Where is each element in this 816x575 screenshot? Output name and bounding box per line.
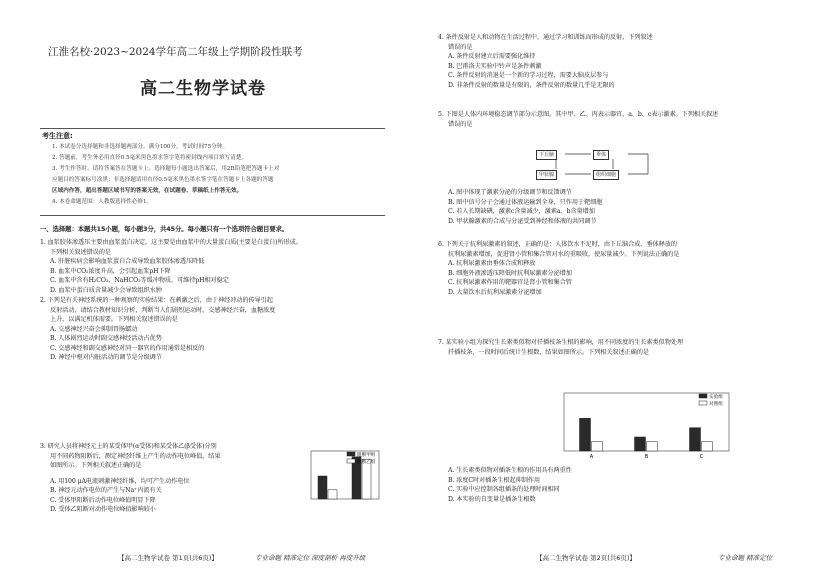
bar-受体乙-实验组	[362, 459, 371, 499]
question-6	[438, 240, 679, 297]
flow-node-pituitary: 垂体	[593, 150, 609, 160]
legend-label: 对照组	[709, 402, 723, 407]
q4-option: C. 条件反射的消退是一个新的学习过程，需要大脑皮层参与	[448, 72, 609, 79]
q1-option: A. 肝脏疾病会影响血浆蛋白合成导致血浆胶体渗透压降低	[50, 258, 205, 265]
bar-对照组-C	[702, 442, 713, 451]
legend-swatch	[347, 452, 355, 456]
q5-line: 错误的是	[448, 120, 473, 128]
q3-line: 如图所示。下列相关叙述正确的是	[50, 462, 142, 469]
legend-swatch	[347, 459, 355, 463]
notice-line: 4. 本卷命题范围：人教版选择性必修1。	[52, 199, 153, 205]
footer-slogan: 专业命题 精准定位	[718, 554, 773, 562]
question-3	[40, 442, 220, 515]
right-page	[408, 0, 816, 575]
question-1	[40, 238, 302, 295]
footer-slogan: 专业命题 精准定位 深度剖析 再度升级	[255, 554, 366, 562]
q2-option: D. 神经中枢对内脏活动的调节是分级调节	[50, 354, 162, 361]
question-7-options	[438, 466, 572, 504]
q2-option: A. 交感神经兴奋会抑制胃肠蠕动	[50, 325, 138, 333]
flow-node-hypothalamus: 下丘脑	[536, 150, 557, 160]
q3-option: A. 用100 μA电流刺激神经纤维，均可产生动作电位	[50, 477, 190, 485]
q1-option: B. 血浆中CO₂浓度升高，会引起血浆pH下降	[50, 267, 171, 275]
exam-header: 江淮名校·2023~2024学年高二年级上学期阶段性联考	[48, 46, 303, 58]
q5-line: 5. 下图是人体内环境稳态调节部分示意图，其中甲、乙、丙表示器官，a、b、c表示激素。下列相关叙述	[438, 111, 719, 118]
legend-swatch	[699, 394, 707, 398]
q5-option: C. 若人长期缺碘，激素c含量减少，激素a、b含量增加	[448, 208, 595, 215]
q6-option: A. 抗利尿激素由垂体合成和释放	[448, 260, 536, 267]
notice-line: 3. 考生作答时，请将答案答在答题卡上。选择题每小题选出答案后，用2B铅笔把答题卡上对	[52, 166, 280, 172]
footer-page-label: 【高二生物学试卷 第1页(共6页)】	[118, 554, 218, 562]
question-5-options	[438, 188, 602, 226]
q4-option: B. 巴甫洛夫实验中铃声是条件刺激	[448, 62, 542, 70]
question-4	[438, 33, 653, 90]
q2-option: C. 交感神经和副交感神经对同一器官的作用通常是相反的	[50, 344, 205, 352]
bar-对照组-A	[592, 442, 603, 451]
q5-option: D. 甲状腺激素的合成与分泌受到神经和体液的共同调节	[448, 217, 597, 225]
q6-option: C. 抗利尿激素作用的靶器官是肾小管和集合管	[448, 279, 572, 286]
question-7	[438, 338, 683, 357]
q3-line: 3. 研究人员将神经元上的某受体甲(α受体)和某受体乙(β受体)分别	[40, 443, 217, 450]
q4-option: A. 条件反射建立后需要强化维持	[448, 53, 536, 60]
footer-page-label: 【高二生物学试卷 第2页(共6页)】	[536, 554, 636, 562]
q2-line: 反射活动，请结合教材知识分析，判断当人们剧烈运动时，交感神经兴奋，血糖浓度	[50, 306, 276, 314]
notice-line: 区域内作答，超出答题区域书写的答案无效，在试题卷、草稿纸上作答无效。	[52, 188, 243, 194]
legend-label: 阻断甲组	[357, 453, 376, 458]
q6-option: D. 大量饮水后抗利尿激素分泌增加	[448, 288, 542, 296]
question-5	[438, 110, 718, 129]
q3-line: 用不同药物阻断后，测定神经纤维上产生的动作电位峰值，结果	[50, 452, 221, 460]
q2-line: 2. 下列是有关神经系统的一种观察的实验结果：在刺激之后，由于神经冲动的传导引起	[40, 297, 273, 304]
bar-实验组-B	[635, 437, 646, 451]
legend-label: 实验组	[709, 395, 723, 400]
q4-line: 4. 条件反射是人和动物在生活过程中，通过学习和训练而形成的反射，下列叙述	[438, 34, 653, 41]
q4-option: D. 非条件反射的数量是有限的，条件反射的数量几乎是无限的	[448, 81, 615, 89]
question-2	[40, 296, 275, 363]
x-tick-label: B	[644, 454, 649, 460]
notice-line: 应题目的答案标号涂黑；非选择题请用直径0.5毫米黑色墨水签字笔在答题卡上各题的答题	[52, 177, 274, 183]
q7-option: B. 浓度C时对插条生根起抑制作用	[448, 476, 540, 484]
q2-option: B. 人体剧烈运动时副交感神经活动占优势	[50, 335, 162, 342]
q5-option: A. 图中体现了激素分泌的分级调节和反馈调节	[448, 189, 572, 196]
q7-option: D. 本实验的自变量是插条生根数	[448, 495, 536, 503]
q7-line: 7. 某实验小组为探究生长素类似物对扦插枝条生根的影响，用不同浓度的生长素类似物处理	[438, 339, 683, 346]
x-tick-label: A	[589, 454, 594, 460]
bar-对照组-B	[647, 442, 658, 451]
q1-option: C. 血浆中含有H₂CO₃、NaHCO₃等缓冲物质，可维持pH相对稳定	[50, 277, 229, 284]
legend-swatch	[699, 401, 707, 405]
q2-line: 上升，以满足机体需要。下列相关叙述错误的是	[50, 316, 178, 323]
bar-受体甲-对照组	[318, 476, 327, 499]
flow-arrows	[528, 145, 668, 183]
q7-line: 扦插枝条，一段时间后统计生根数，结果如图所示。下列相关叙述正确的是	[448, 348, 649, 356]
section-heading: 一、选择题：本题共15小题，每小题3分，共45分。每小题只有一个选项符合题目要求。	[40, 225, 289, 233]
q1-line: 下列相关叙述错误的是	[50, 248, 111, 256]
q4-line: 错误的是	[448, 43, 473, 51]
q6-option: B. 细胞外液渗透压降低时抗利尿激素分泌增加	[448, 269, 572, 277]
q5-option: B. 图中信号分子会通过体液运输到全身，只作用于靶细胞	[448, 198, 603, 206]
notice-line: 1. 本试卷分选择题和非选择题两部分。满分100分，考试时间75分钟。	[52, 144, 228, 150]
notice-heading: 考生注意:	[42, 132, 73, 140]
q1-option: D. 血浆中蛋白质含量减少会导致组织水肿	[50, 286, 162, 294]
q6-line: 抗利尿激素增加，促进肾小管和集合管对水的重吸收，使尿量减少。下列说法正确的是	[448, 250, 680, 258]
legend-label: 阻断乙组	[357, 460, 376, 465]
q7-option: A. 生长素类似物对插条生根的作用具有两重性	[448, 467, 572, 474]
bar-实验组-A	[580, 418, 591, 451]
x-tick-label: C	[699, 454, 704, 460]
q7-bar-chart	[558, 390, 733, 460]
bar-实验组-C	[690, 428, 701, 451]
q3-option: C. 受体甲阻断后动作电位峰值明显下降	[50, 496, 156, 504]
q3-option: B. 神经元动作电位的产生与Na⁺内流有关	[50, 487, 162, 494]
flow-node-thyroid: 甲状腺	[536, 170, 557, 180]
bar-受体乙-对照组	[328, 490, 337, 499]
q6-line: 6. 下列关于抗利尿激素的叙述，正确的是：人体饮水不足时，由下丘脑合成、垂体释放的	[438, 241, 677, 248]
page-title: 高二生物学试卷	[140, 79, 266, 99]
notice-box	[40, 128, 385, 216]
q7-option: C. 实验中应控制各组插条的处理时间相同	[448, 486, 560, 493]
notice-line: 2. 答题前，考生务必用直径0.5毫米黑色墨水签字笔将密封线内项目填写清楚。	[52, 155, 248, 161]
flow-node-cells: 组织细胞	[593, 170, 619, 180]
q3-option: D. 受体乙阻断对动作电位峰值影响较小	[50, 506, 156, 513]
q1-line: 1. 血浆胶体渗透压主要由血浆蛋白决定，这主要是由血浆中的大量蛋白质(主要是白蛋白)所形成。	[40, 239, 302, 246]
q3-bar-chart	[305, 448, 383, 508]
